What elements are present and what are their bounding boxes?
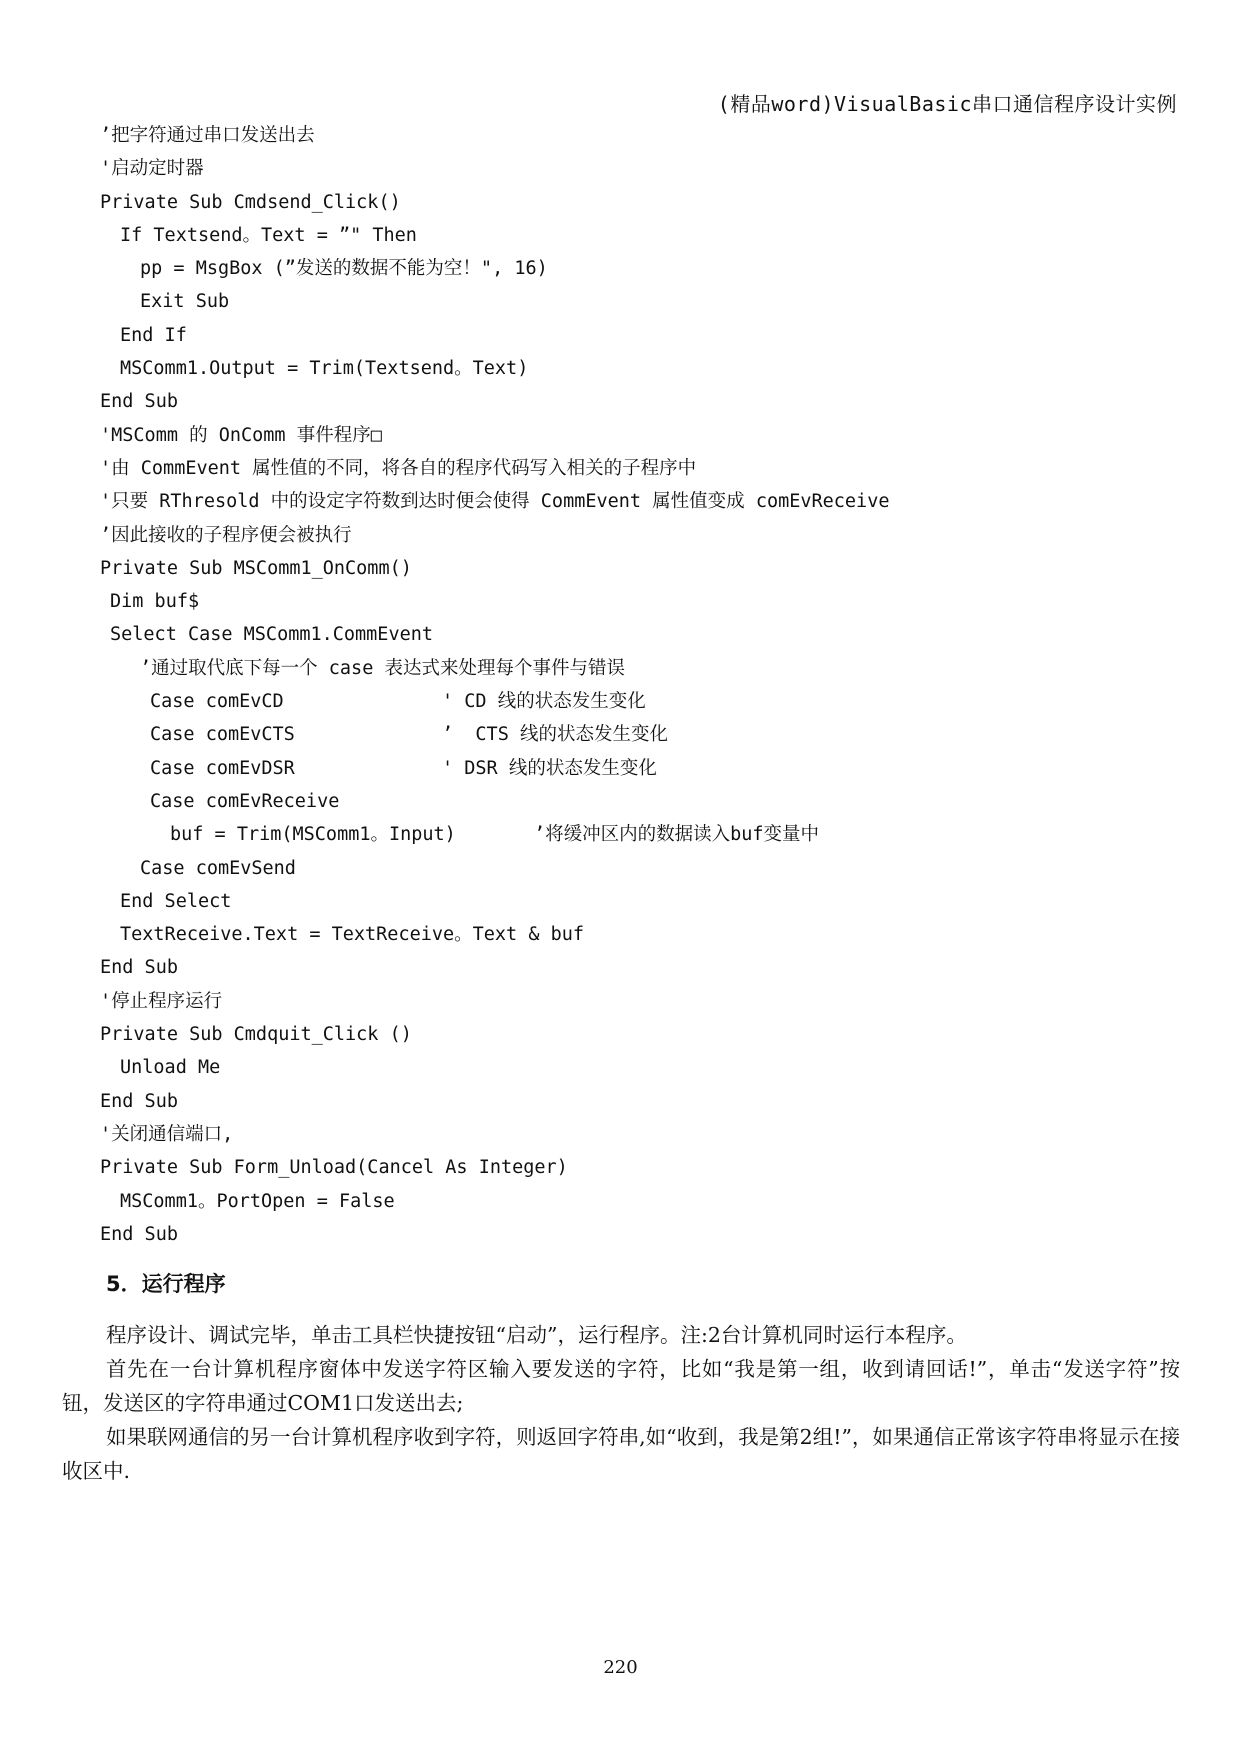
code-text: End Sub [100, 391, 178, 413]
code-text: Exit Sub [140, 291, 230, 313]
code-comment: ' DSR 线的状态发生变化 [442, 757, 657, 779]
code-line [0, 985, 1241, 1018]
code-text: End Sub [100, 1090, 178, 1112]
code-line [0, 152, 1241, 185]
code-line [0, 419, 1241, 452]
code-text: '只要 RThresold 中的设定字符数到达时便会使得 CommEvent 属性值变成 comEvReceive [100, 491, 890, 513]
code-line [0, 1085, 1241, 1118]
code-line [0, 352, 1241, 385]
code-line [0, 519, 1241, 552]
code-line [0, 552, 1241, 585]
code-text: Case comEvCTS [150, 724, 295, 746]
code-line [0, 1151, 1241, 1184]
paragraph: 程序设计、调试完毕，单击工具栏快捷按钮“启动”，运行程序。注:2台计算机同时运行本程序。 [106, 1323, 967, 1347]
code-text: MSComm1.Output = Trim(Textsend。Text) [120, 358, 529, 380]
code-line [0, 1118, 1241, 1151]
code-text: Select Case MSComm1.CommEvent [110, 624, 434, 646]
code-line [0, 818, 1241, 851]
code-line [0, 219, 1241, 252]
code-line [0, 385, 1241, 418]
code-line [0, 918, 1241, 951]
running-header: (精品word)VisualBasic串口通信程序设计实例 [717, 92, 1177, 116]
code-line [0, 752, 1241, 785]
code-line [0, 652, 1241, 685]
code-text: End If [120, 324, 187, 346]
code-text: pp = MsgBox (”发送的数据不能为空！", 16) [140, 258, 548, 280]
page-number: 220 [603, 1657, 638, 1678]
code-comment: ' CD 线的状态发生变化 [442, 691, 646, 713]
code-line [0, 951, 1241, 984]
code-line [0, 485, 1241, 518]
code-line [0, 585, 1241, 618]
paragraph: 如果联网通信的另一台计算机程序收到字符，则返回字符串,如“收到，我是第2组!”，如果通信正常该字符串将显示在接收区中. [62, 1425, 1180, 1483]
code-text: Private Sub Cmdsend_Click() [100, 191, 401, 213]
code-text: TextReceive.Text = TextReceive。Text & buf [120, 924, 585, 946]
code-text: buf = Trim(MSComm1。Input) [170, 824, 456, 846]
code-line [0, 1218, 1241, 1251]
code-line [0, 186, 1241, 219]
code-text: Private Sub MSComm1_OnComm() [100, 557, 412, 579]
code-listing [0, 119, 1241, 1251]
code-text: Case comEvDSR [150, 757, 295, 779]
code-text: Case comEvSend [140, 857, 296, 879]
code-text: End Select [120, 890, 232, 912]
code-line [0, 618, 1241, 651]
code-text: Case comEvCD [150, 691, 284, 713]
code-line [0, 1185, 1241, 1218]
code-text: Unload Me [120, 1057, 221, 1079]
code-line [0, 1051, 1241, 1084]
code-text: If Textsend。Text = ”" Then [120, 224, 417, 246]
code-text: ’通过取代底下每一个 case 表达式来处理每个事件与错误 [140, 657, 625, 679]
code-line [0, 119, 1241, 152]
code-text: End Sub [100, 1223, 178, 1245]
code-text: '停止程序运行 [100, 990, 223, 1012]
code-line [0, 285, 1241, 318]
code-line [0, 852, 1241, 885]
body-paragraphs [62, 1318, 1180, 1488]
code-line [0, 885, 1241, 918]
code-text: Private Sub Form_Unload(Cancel As Integer) [100, 1157, 568, 1179]
code-line [0, 685, 1241, 718]
section-heading: 5．运行程序 [106, 1272, 226, 1296]
code-comment: ’ CTS 线的状态发生变化 [442, 724, 668, 746]
code-text: End Sub [100, 957, 178, 979]
code-text: ’因此接收的子程序便会被执行 [100, 524, 352, 546]
code-text: '关闭通信端口, [100, 1123, 234, 1145]
code-line [0, 718, 1241, 751]
code-line [0, 785, 1241, 818]
code-text: 'MSComm 的 OnComm 事件程序□ [100, 424, 382, 446]
code-text: '由 CommEvent 属性值的不同，将各自的程序代码写入相关的子程序中 [100, 457, 697, 479]
code-text: '启动定时器 [100, 158, 204, 180]
code-text: MSComm1。PortOpen = False [120, 1190, 395, 1212]
code-line [0, 319, 1241, 352]
code-text: Case comEvReceive [150, 790, 340, 812]
code-text: Private Sub Cmdquit_Click () [100, 1024, 412, 1046]
code-line [0, 452, 1241, 485]
code-text: ’把字符通过串口发送出去 [100, 125, 315, 146]
code-line [0, 1018, 1241, 1051]
paragraph: 首先在一台计算机程序窗体中发送字符区输入要发送的字符，比如“我是第一组，收到请回话!”，单击“发送字符”按钮，发送区的字符串通过COM1口发送出去; [62, 1357, 1180, 1415]
code-line [0, 252, 1241, 285]
code-comment: ’将缓冲区内的数据读入buf变量中 [534, 824, 820, 846]
code-text: Dim buf$ [110, 591, 200, 613]
